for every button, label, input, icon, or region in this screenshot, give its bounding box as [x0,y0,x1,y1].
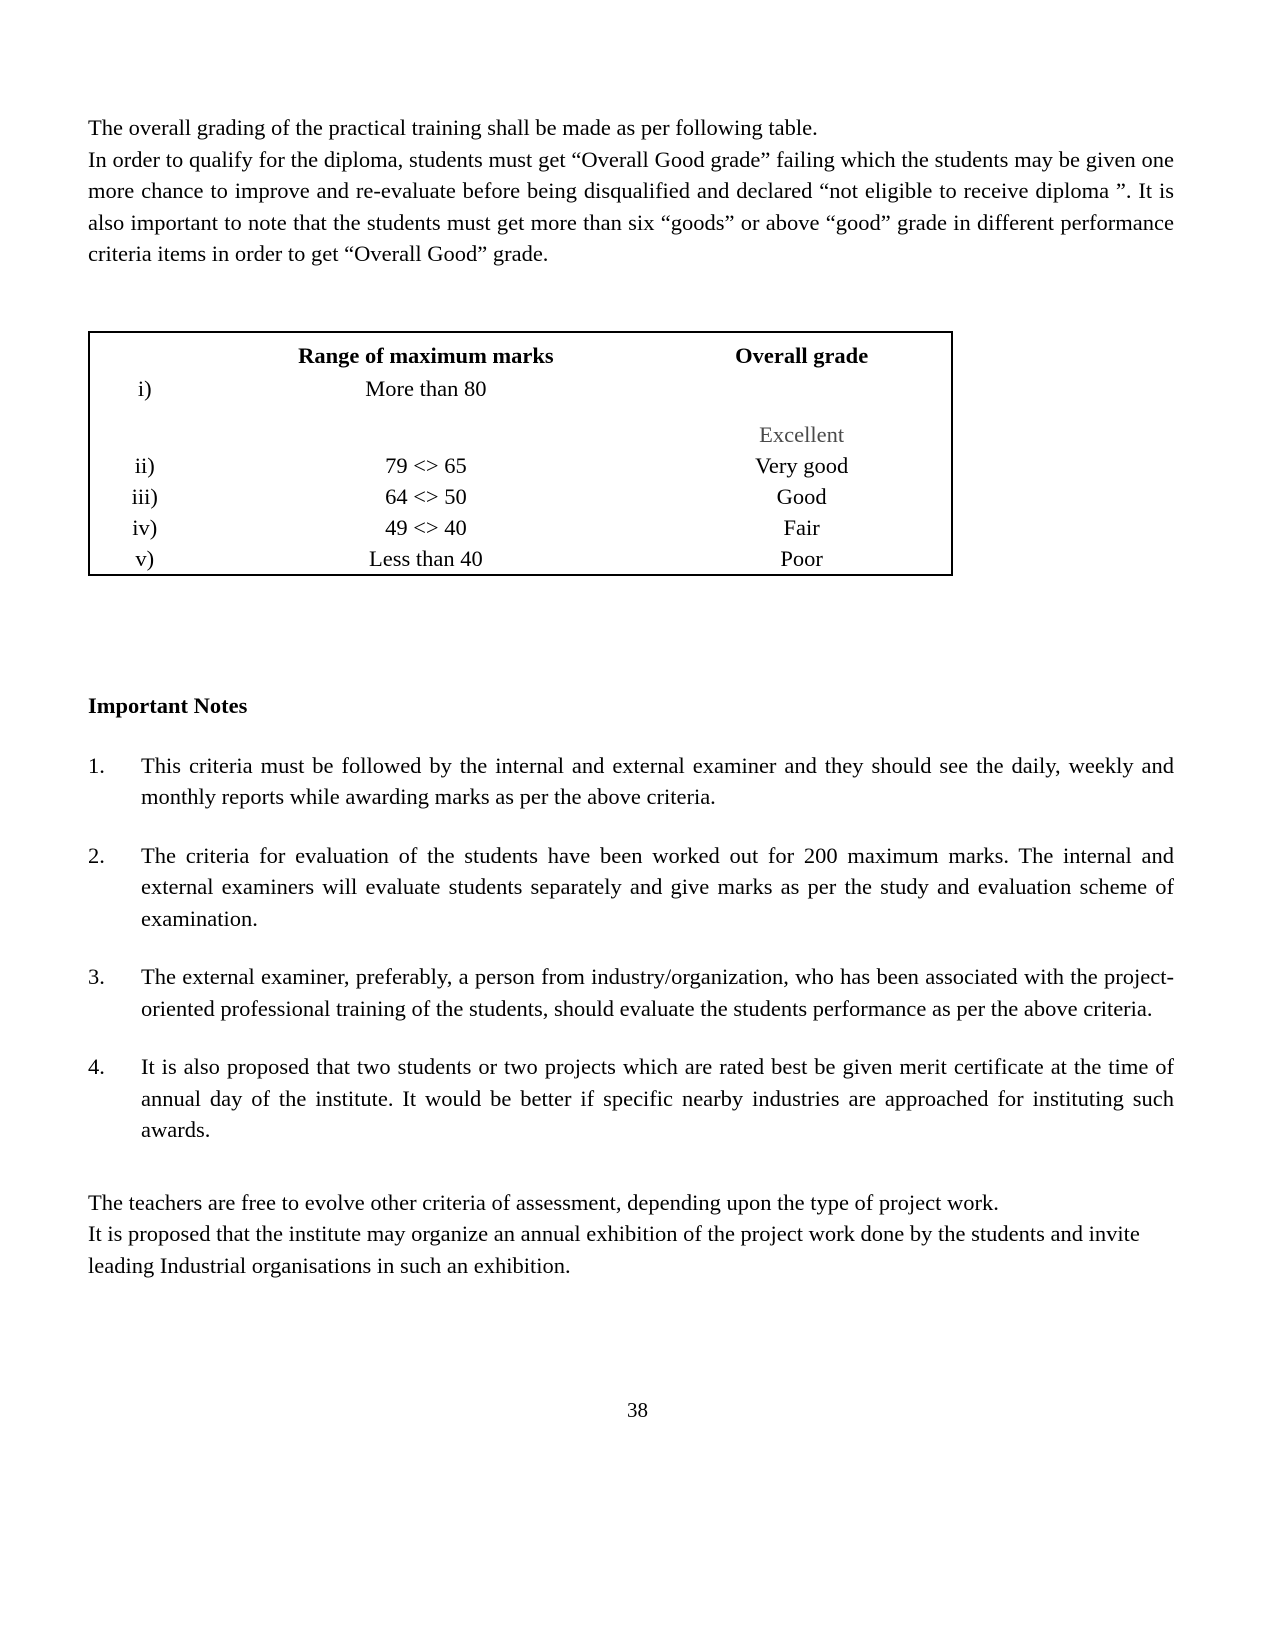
row-number: iv) [132,514,158,540]
list-item-marker: 3. [88,964,105,989]
list-item-text: The external examiner, preferably, a person from industry/organization, who has been associated with the project-oriented professional training of the students, should evaluate the students performance as per the above criteria. [141,964,1174,1021]
grading-table [90,333,951,574]
row-number: ii) [134,452,155,478]
header-overall-grade: Overall grade [735,342,869,368]
list-item-marker: 2. [88,842,105,868]
row-grade: Very good [755,452,849,478]
table-row [90,373,951,450]
grading-table-container [88,331,953,576]
header-number [90,333,199,373]
row-grade: Good [776,483,827,509]
page-number: 38 [627,1398,648,1422]
row-grade: Excellent [759,421,845,447]
row-range: 64 <> 50 [385,483,467,509]
table-row [90,481,951,512]
header-range-of-maximum-marks: Range of maximum marks [298,342,554,368]
intro-paragraph: In order to qualify for the diploma, students must get “Overall Good grade” failing which the students may be given one more chance to improve and re-evaluate before being disqualified and declared “not eligible to receive diploma ”. It is also important to note that the students must get more than six “goods” or above “good” grade in different performance criteria items in order to get “Overall Good” grade. [88,146,1174,266]
page-content [88,112,1174,1281]
list-item-text: The criteria for evaluation of the students have been worked out for 200 maximum marks. The internal and external examiners will evaluate students separately and give marks as per the study and evaluation scheme of examination. [141,842,1174,931]
table-header-row [90,333,951,373]
row-grade: Fair [783,514,820,540]
table-row [90,450,951,481]
list-item-marker: 4. [88,1054,105,1079]
table-row [90,512,951,543]
list-item-marker: 1. [88,752,105,778]
row-grade: Poor [780,545,823,571]
closing-paragraph: It is proposed that the institute may organize an annual exhibition of the project work done by the students and invite leading Industrial organisations in such an exhibition. [88,1221,1140,1278]
important-notes-list [88,720,1174,1146]
list-item [88,750,1174,813]
list-item-text: It is also proposed that two students or two projects which are rated best be given merit certificate at the time of annual day of the institute. It would be better if specific nearby industries are approached for instituting such awards. [141,1054,1174,1142]
table-row [90,543,951,574]
list-item [88,1051,1174,1146]
row-range: Less than 40 [369,545,483,571]
important-notes-heading: Important Notes [88,692,248,718]
intro-section [88,112,1174,270]
row-range: 79 <> 65 [385,452,467,478]
list-item [88,840,1174,935]
list-item-text: This criteria must be followed by the internal and external examiner and they should see the daily, weekly and monthly reports while awarding marks as per the above criteria. [141,752,1174,809]
closing-section [88,1173,1174,1282]
grading-table-body [90,373,951,574]
closing-line-1: The teachers are free to evolve other criteria of assessment, depending upon the type of project work. [88,1189,999,1215]
list-item [88,961,1174,1024]
row-number: i) [137,375,152,401]
row-number: iii) [131,483,158,509]
intro-line-1: The overall grading of the practical training shall be made as per following table. [88,115,818,140]
row-number: v) [135,545,155,571]
row-range: More than 80 [365,375,487,401]
row-range: 49 <> 40 [385,514,467,540]
grading-table-head [90,333,951,373]
